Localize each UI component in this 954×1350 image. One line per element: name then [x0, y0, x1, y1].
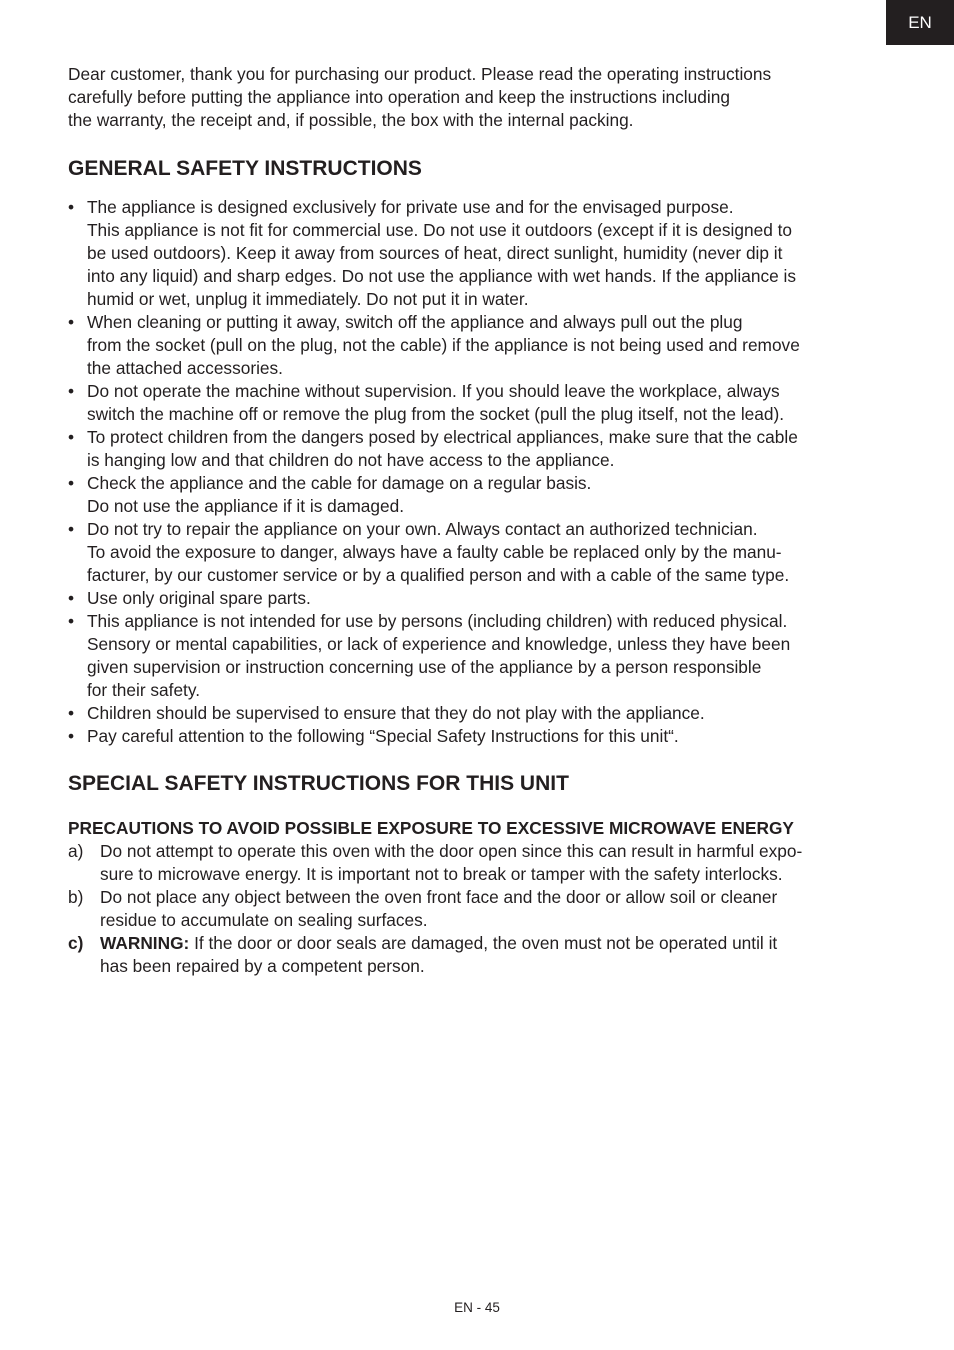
- item-line: sure to microwave energy. It is important not to break or tamper with the safety interlocks.: [100, 864, 783, 884]
- item-line: given supervision or instruction concerning use of the appliance by a person responsible: [87, 657, 762, 677]
- item-line: Do not place any object between the oven front face and the door or allow soil or cleaner: [100, 887, 778, 907]
- item-line: Do not use the appliance if it is damaged.: [87, 496, 405, 516]
- precautions-list: [68, 840, 888, 978]
- item-line: • The appliance is designed exclusively for private use and for the envisaged purpose.: [87, 197, 734, 217]
- item-line: • This appliance is not intended for use by persons (including children) with reduced physical.: [87, 611, 788, 631]
- intro-line: Dear customer, thank you for purchasing our product. Please read the operating instructions: [68, 64, 772, 84]
- item-line: for their safety.: [87, 680, 201, 700]
- list-item: [68, 196, 888, 311]
- item-marker: c): [68, 933, 84, 953]
- item-marker: a): [68, 841, 84, 861]
- item-line: • When cleaning or putting it away, switch off the appliance and always pull out the plug: [87, 312, 743, 332]
- item-line: switch the machine off or remove the plug from the socket (pull the plug itself, not the lead).: [87, 404, 785, 424]
- list-item: [68, 587, 888, 610]
- item-line: [100, 932, 888, 955]
- item-line: has been repaired by a competent person.: [100, 956, 425, 976]
- item-line: humid or wet, unplug it immediately. Do not put it in water.: [87, 289, 529, 309]
- item-line: • To protect children from the dangers posed by electrical appliances, make sure that the cable: [87, 427, 798, 447]
- item-line: be used outdoors). Keep it away from sources of heat, direct sunlight, humidity (never dip it: [87, 243, 783, 263]
- list-item: [68, 518, 888, 587]
- item-line: Sensory or mental capabilities, or lack of experience and knowledge, unless they have been: [87, 634, 791, 654]
- item-line: residue to accumulate on sealing surfaces.: [100, 910, 428, 930]
- special-safety-heading: SPECIAL SAFETY INSTRUCTIONS FOR THIS UNIT: [68, 772, 569, 795]
- item-line: • Children should be supervised to ensure that they do not play with the appliance.: [87, 703, 705, 723]
- list-item: [68, 610, 888, 702]
- intro-paragraph: [68, 63, 888, 132]
- item-line: from the socket (pull on the plug, not the cable) if the appliance is not being used and remove: [87, 335, 800, 355]
- item-line: • Check the appliance and the cable for damage on a regular basis.: [87, 473, 592, 493]
- list-item: [68, 840, 888, 886]
- list-item: [68, 472, 888, 518]
- list-item: [68, 426, 888, 472]
- general-safety-heading: GENERAL SAFETY INSTRUCTIONS: [68, 157, 422, 180]
- warning-text: If the door or door seals are damaged, the oven must not be operated until it: [189, 933, 778, 953]
- intro-line: the warranty, the receipt and, if possible, the box with the internal packing.: [68, 110, 634, 130]
- list-item: [68, 886, 888, 932]
- item-line: This appliance is not fit for commercial use. Do not use it outdoors (except if it is designed to: [87, 220, 793, 240]
- item-line: facturer, by our customer service or by a qualified person and with a cable of the same type.: [87, 565, 790, 585]
- warning-label: WARNING:: [100, 933, 190, 953]
- page-content: [68, 63, 888, 978]
- language-tab: EN: [886, 0, 954, 45]
- list-item: [68, 725, 888, 748]
- item-line: into any liquid) and sharp edges. Do not use the appliance with wet hands. If the appliance is: [87, 266, 796, 286]
- item-line: To avoid the exposure to danger, always have a faulty cable be replaced only by the manu-: [87, 542, 782, 562]
- precautions-subheading: PRECAUTIONS TO AVOID POSSIBLE EXPOSURE TO EXCESSIVE MICROWAVE ENERGY: [68, 818, 794, 838]
- item-line: • Do not operate the machine without supervision. If you should leave the workplace, always: [87, 381, 780, 401]
- item-line: • Use only original spare parts.: [87, 588, 311, 608]
- page-number: EN - 45: [454, 1300, 500, 1315]
- list-item: [68, 380, 888, 426]
- general-safety-list: [68, 196, 888, 748]
- item-line: • Do not try to repair the appliance on your own. Always contact an authorized technician.: [87, 519, 758, 539]
- item-line: Do not attempt to operate this oven with the door open since this can result in harmful expo-: [100, 841, 803, 861]
- item-line: is hanging low and that children do not have access to the appliance.: [87, 450, 615, 470]
- list-item: [68, 702, 888, 725]
- item-line: • Pay careful attention to the following “Special Safety Instructions for this unit“.: [87, 726, 679, 746]
- item-marker: b): [68, 887, 84, 907]
- intro-line: carefully before putting the appliance into operation and keep the instructions including: [68, 87, 730, 107]
- item-line: the attached accessories.: [87, 358, 283, 378]
- list-item: [68, 311, 888, 380]
- list-item: [68, 932, 888, 978]
